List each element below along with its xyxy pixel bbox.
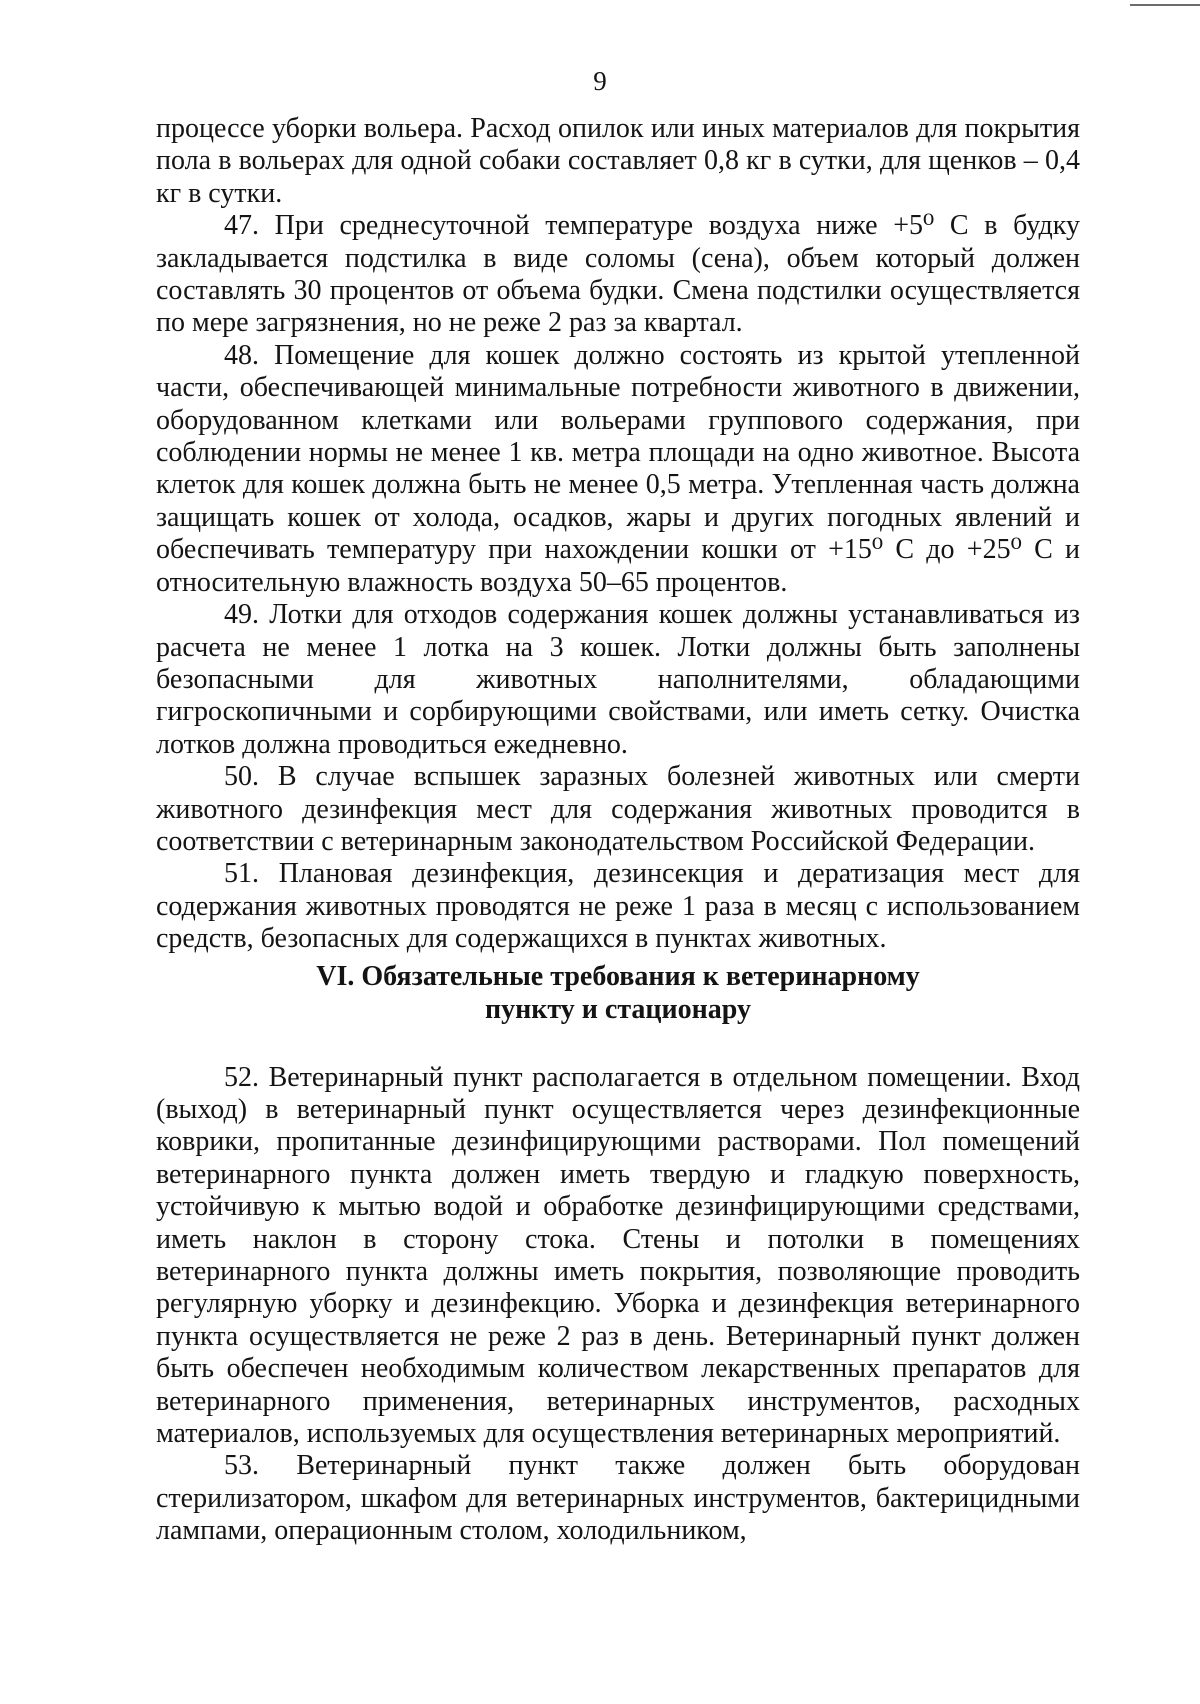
page-number: 9 xyxy=(593,66,607,96)
paragraph-50: 50. В случае вспышек заразных болезней животных или смерти животного дезинфекция мест для содержания животных проводится в соответствии с ветеринарным законодательством Российской Федерации. xyxy=(156,761,1080,857)
paragraph-47: 47. При среднесуточной температуре воздуха ниже +5⁰ С в будку закладывается подстилка в виде соломы (сена), объем который должен составлять 30 процентов от объема будки. Смена подстилки осуществляется по мере загрязнения, но не реже 2 раз за квартал. xyxy=(156,210,1080,339)
document-body xyxy=(156,113,1080,1548)
scan-edge-line xyxy=(1130,4,1200,6)
paragraph-48: 48. Помещение для кошек должно состоять из крытой утепленной части, обеспечивающей минимальные потребности животного в движении, оборудованном клетками или вольерами группового содержания, при соблюдении нормы не менее 1 кв. метра площади на одно животное. Высота клеток для кошек должна быть не менее 0,5 метра. Утепленная часть должна защищать кошек от холода, осадков, жары и других погодных явлений и обеспечивать температуру при нахождении кошки от +15⁰ С до +25⁰ С и относительную влажность воздуха 50–65 процентов. xyxy=(156,339,1080,598)
section-heading xyxy=(156,960,1080,1026)
paragraph-53: 53. Ветеринарный пункт также должен быть оборудован стерилизатором, шкафом для ветеринарных инструментов, бактерицидными лампами, операционным столом, холодильником, xyxy=(156,1450,1080,1547)
paragraph-49: 49. Лотки для отходов содержания кошек должны устанавливаться из расчета не менее 1 лотка на 3 кошек. Лотки должны быть заполнены безопасными для животных наполнителями, обладающими гигроскопичными и сорбирующими свойствами, или иметь сетку. Очистка лотков должна проводиться ежедневно. xyxy=(156,599,1080,760)
paragraph-continuation: процессе уборки вольера. Расход опилок или иных материалов для покрытия пола в вольерах для одной собаки составляет 0,8 кг в сутки, для щенков – 0,4 кг в сутки. xyxy=(156,113,1080,209)
paragraph-51: 51. Плановая дезинфекция, дезинсекция и дератизация мест для содержания животных проводятся не реже 1 раза в месяц с использованием средств, безопасных для содержащихся в пунктах животных. xyxy=(156,858,1080,955)
section-heading-line-2: пункту и стационару xyxy=(484,993,752,1025)
paragraph-52: 52. Ветеринарный пункт располагается в отдельном помещении. Вход (выход) в ветеринарный пункт осуществляется через дезинфекционные коврики, пропитанные дезинфицирующими растворами. Пол помещений ветеринарного пункта должен иметь твердую и гладкую поверхность, устойчивую к мытью водой и обработке дезинфицирующими средствами, иметь наклон в сторону стока. Стены и потолки в помещениях ветеринарного пункта должны иметь покрытия, позволяющие проводить регулярную уборку и дезинфекцию. Уборка и дезинфекция ветеринарного пункта осуществляется не реже 2 раз в день. Ветеринарный пункт должен быть обеспечен необходимым количеством лекарственных препаратов для ветеринарного применения, ветеринарных инструментов, расходных материалов, используемых для осуществления ветеринарных мероприятий. xyxy=(156,1061,1080,1450)
section-heading-line-1: VI. Обязательные требования к ветеринарному xyxy=(316,960,920,992)
